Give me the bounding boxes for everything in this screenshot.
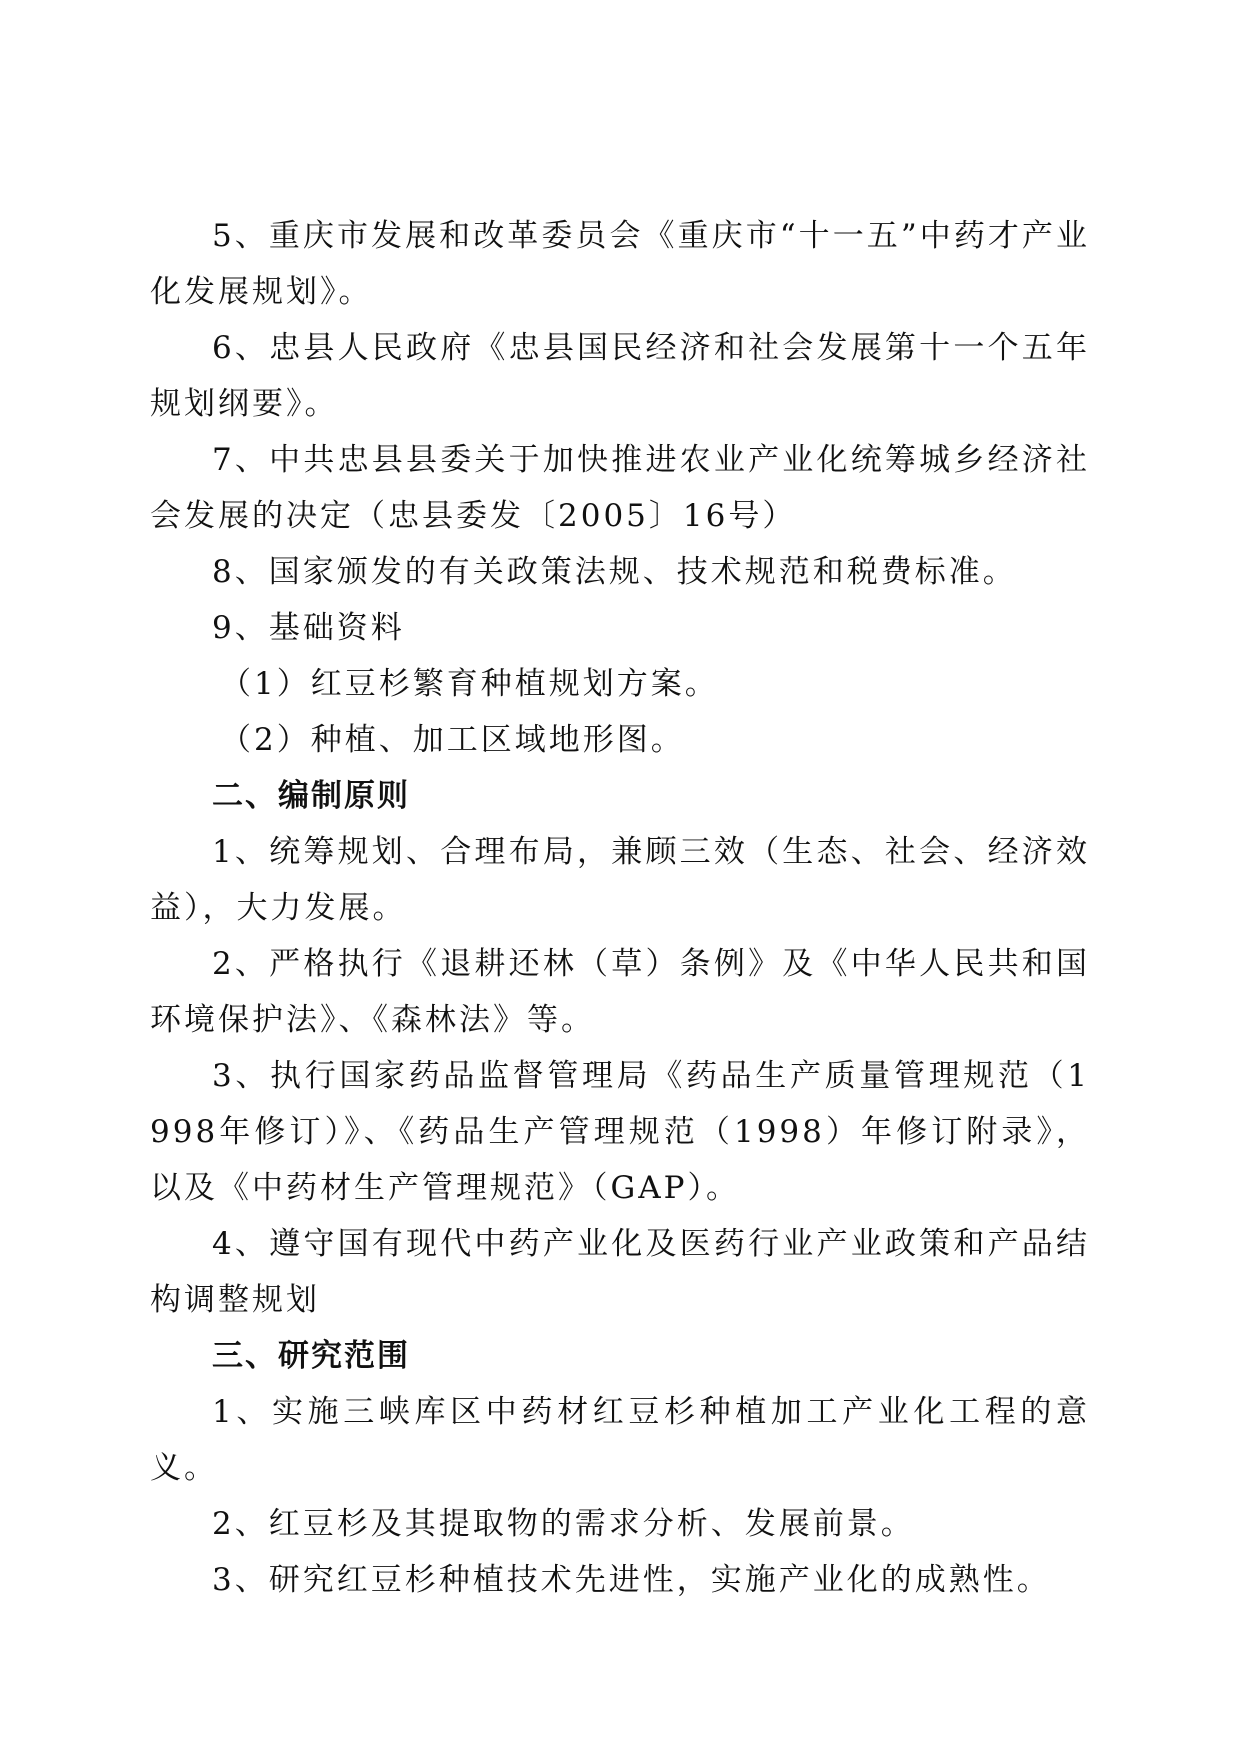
- section-heading: 三、研究范围: [212, 1338, 410, 1374]
- list-item: 2、红豆杉及其提取物的需求分析、发展前景。: [212, 1506, 915, 1542]
- list-item: 1、实施三峡库区中药材红豆杉种植加工产业化工程的意义。: [150, 1394, 1090, 1486]
- list-item: 9、基础资料: [212, 610, 405, 646]
- list-item: 3、研究红豆杉种植技术先进性，实施产业化的成熟性。: [212, 1562, 1051, 1598]
- sub-list-item: （1）红豆杉繁育种植规划方案。: [220, 666, 719, 702]
- list-item: 6、忠县人民政府《忠县国民经济和社会发展第十一个五年规划纲要》。: [150, 330, 1090, 422]
- list-item: 8、国家颁发的有关政策法规、技术规范和税费标准。: [212, 554, 1017, 590]
- sub-list-item: （2）种植、加工区域地形图。: [220, 722, 685, 758]
- list-item: 3、执行国家药品监督管理局《药品生产质量管理规范（1998年修订）》、《药品生产管理规范（1998）年修订附录》，以及《中药材生产管理规范》（GAP）。: [150, 1058, 1090, 1206]
- section-heading: 二、编制原则: [212, 778, 410, 814]
- document-body: [150, 208, 1090, 1608]
- list-item: 4、遵守国有现代中药产业化及医药行业产业政策和产品结构调整规划: [150, 1226, 1090, 1318]
- list-item: 5、重庆市发展和改革委员会《重庆市“十一五”中药才产业化发展规划》。: [150, 218, 1090, 310]
- list-item: 2、严格执行《退耕还林（草）条例》及《中华人民共和国环境保护法》、《森林法》等。: [150, 946, 1090, 1038]
- list-item: 1、统筹规划、合理布局，兼顾三效（生态、社会、经济效益），大力发展。: [150, 834, 1090, 926]
- list-item: 7、中共忠县县委关于加快推进农业产业化统筹城乡经济社会发展的决定（忠县委发〔2005〕16号）: [150, 442, 1090, 534]
